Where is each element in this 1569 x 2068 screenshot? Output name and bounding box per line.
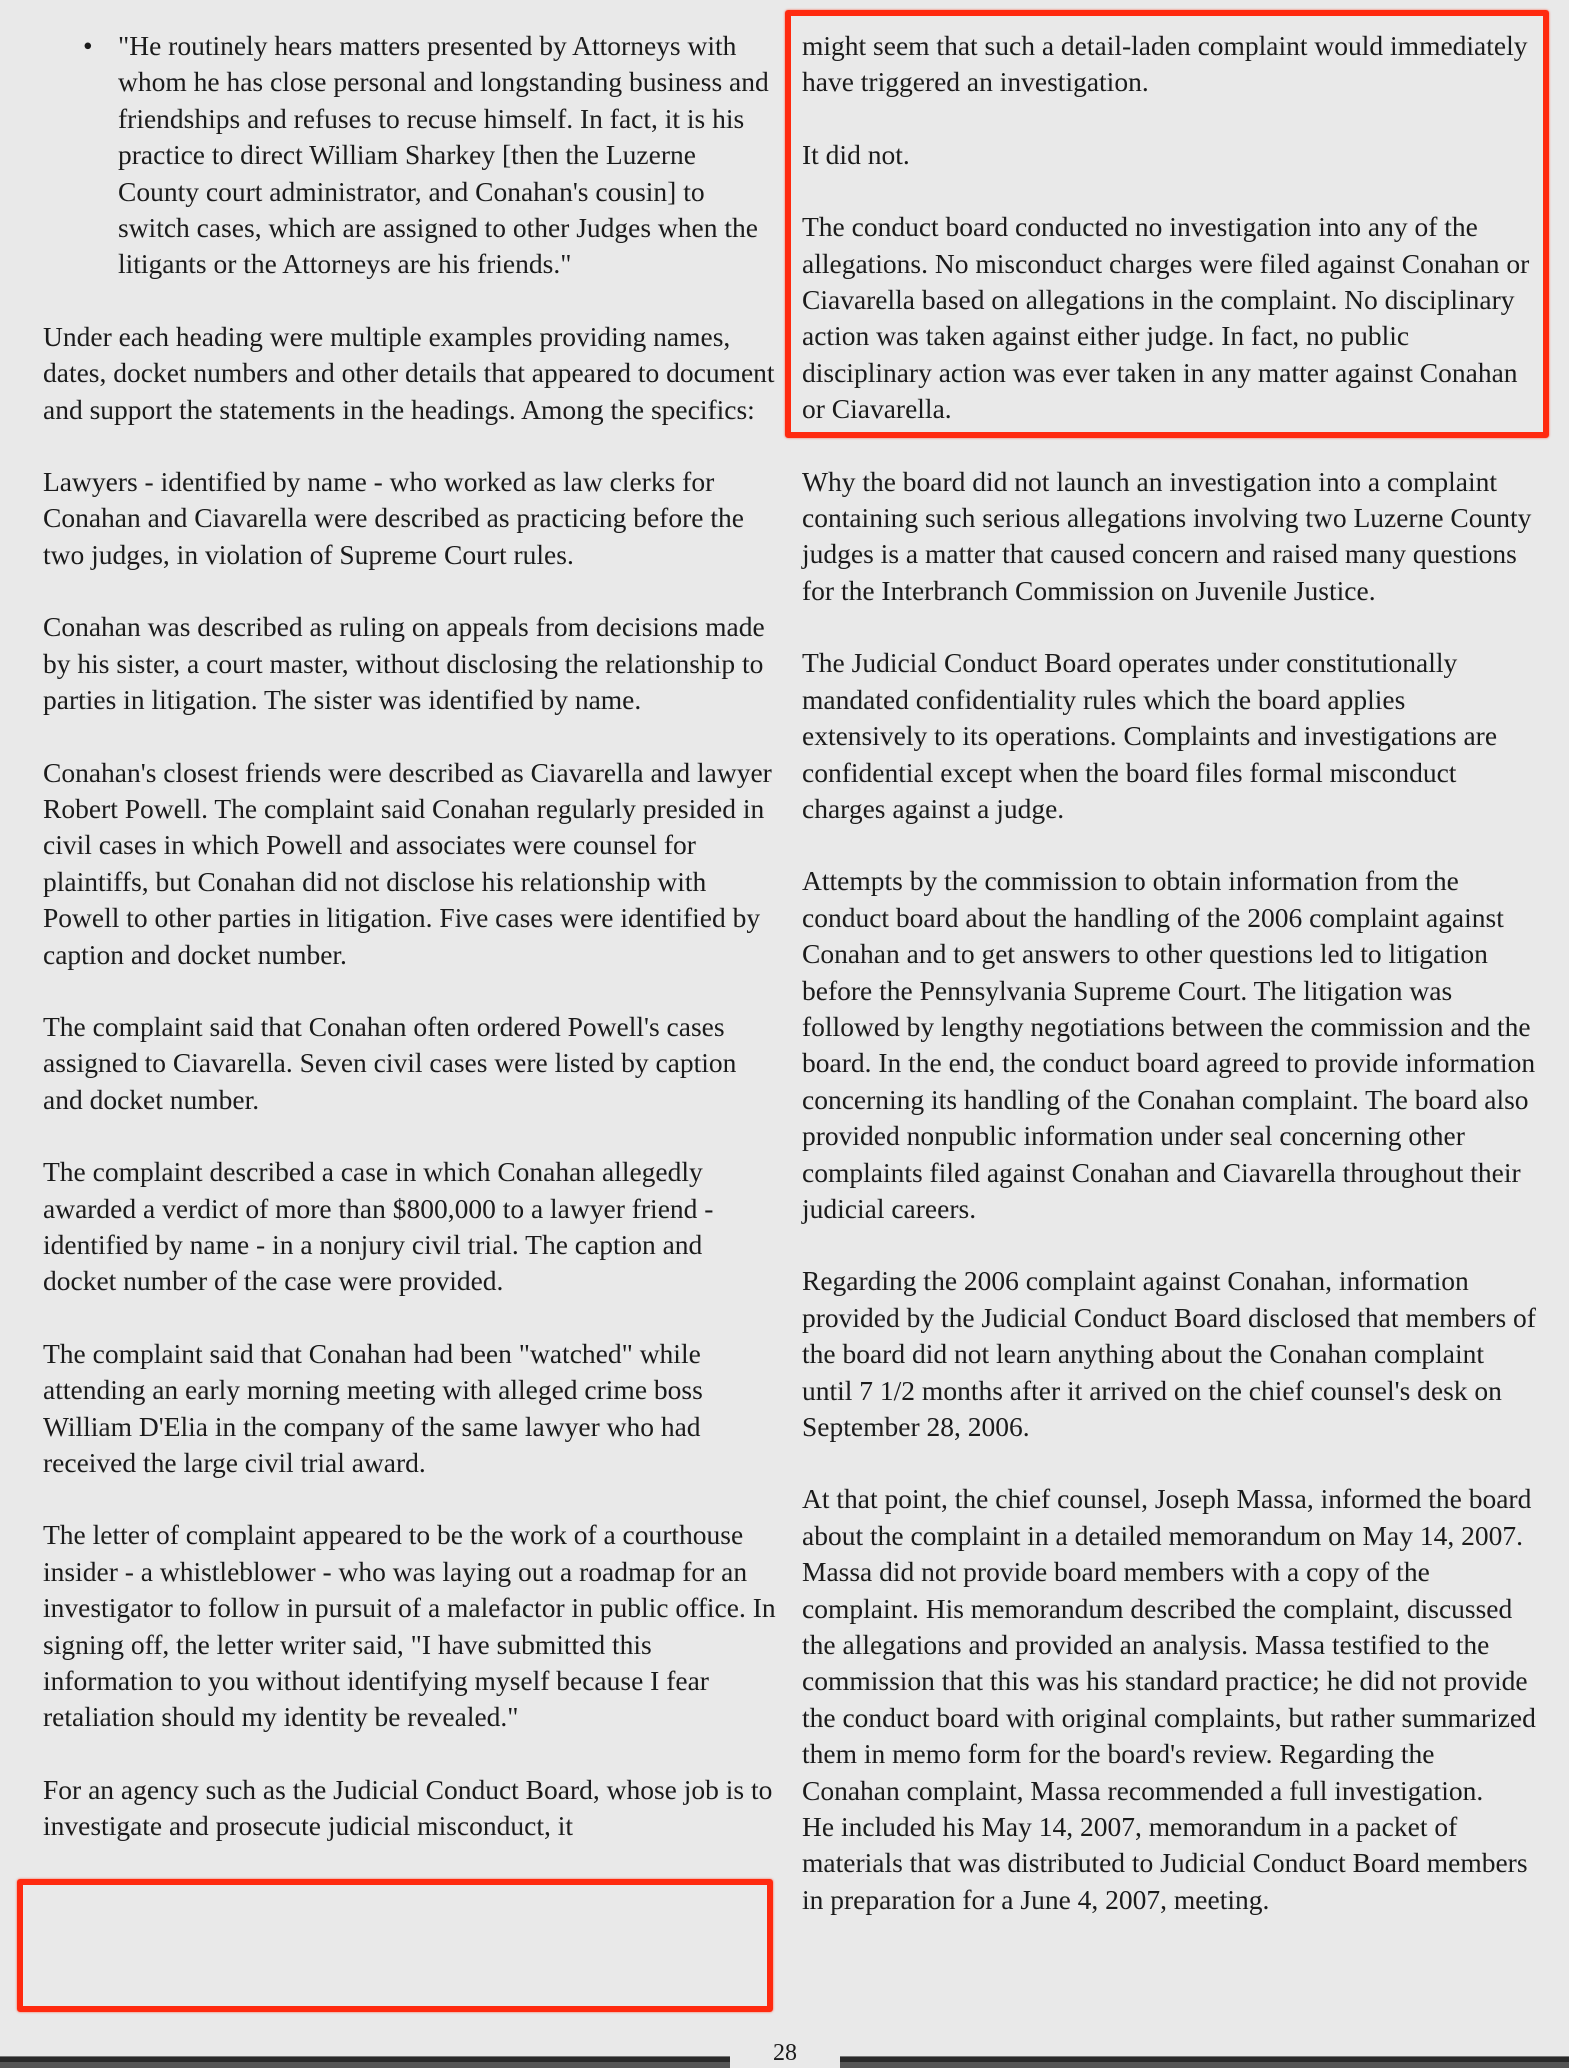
paragraph: Regarding the 2006 complaint against Conahan, information provided by the Judicial Conduct Board disclosed that members of the board did not learn anything about the Conahan complaint until 7 1/2 months after it arrived on the chief counsel's desk on September 28, 2006. (802, 1265, 1536, 1442)
paragraph: Conahan's closest friends were described as Ciavarella and lawyer Robert Powell. The complaint said Conahan regularly presided in civil cases in which Powell and associates were counsel for plaintiffs, but Conahan did not disclose his relationship with Powell to other parties in litigation. Five cases were identified by caption and docket number. (43, 756, 772, 970)
left-column (43, 28, 778, 1881)
paragraph: The complaint said that Conahan had been "watched" while attending an early morning meeting with alleged crime boss William D'Elia in the company of the same lawyer who had received the large civil trial award. (43, 1337, 703, 1478)
paragraph: The letter of complaint appeared to be the work of a courthouse insider - a whistleblower - who was laying out a roadmap for an investigator to follow in pursuit of a malefactor in public office. In signing off, the letter writer said, "I have submitted this information to you without identifying myself because I fear retaliation should my identity be revealed." (43, 1519, 776, 1733)
paragraph: Under each heading were multiple examples providing names, dates, docket numbers and other details that appeared to document and support the statements in the headings. Among the specifics: (43, 320, 775, 425)
paragraph: Lawyers - identified by name - who worked as law clerks for Conahan and Ciavarella were described as practicing before the two judges, in violation of Supreme Court rules. (43, 466, 744, 570)
quote-bullet-item (83, 28, 778, 283)
paragraph: The Judicial Conduct Board operates under constitutionally mandated confidentiality rules which the board applies extensively to its operations. Complaints and investigations are confidential except when the board files formal misconduct charges against a judge. (802, 647, 1498, 824)
highlighted-paragraph: It did not. (802, 138, 910, 170)
paragraph: The complaint said that Conahan often ordered Powell's cases assigned to Ciavarella. Seven civil cases were listed by caption and docket number. (43, 1010, 737, 1115)
quote-bullet-list (43, 28, 778, 283)
quote-bullet-text: "He routinely hears matters presented by Attorneys with whom he has close personal and longstanding business and friendships and refuses to recuse himself. In fact, it is his practice to direct William Sharkey [then the Luzerne County court administrator, and Conahan's cousin] to switch cases, which are assigned to other Judges when the litigants or the Attorneys are his friends." (118, 30, 769, 280)
paragraph: Why the board did not launch an investigation into a complaint containing such serious allegations involving two Luzerne County judges is a matter that caused concern and raised many questions for the Interbranch Commission on Juvenile Justice. (802, 465, 1532, 606)
page-number: 28 (730, 2038, 840, 2068)
paragraph: He included his May 14, 2007, memorandum in a packet of materials that was distributed to Judicial Conduct Board members in preparation for a June 4, 2007, meeting. (802, 1811, 1528, 1915)
paragraph: Conahan was described as ruling on appeals from decisions made by his sister, a court master, without disclosing the relationship to parties in litigation. The sister was identified by name. (43, 611, 765, 716)
highlight-box-top-right (785, 10, 1549, 438)
bullet-dot-icon: • (83, 30, 93, 61)
highlighted-paragraph: For an agency such as the Judicial Conduct Board, whose job is to investigate and prosecute judicial misconduct, it (43, 1773, 773, 1842)
highlighted-paragraph: The conduct board conducted no investigation into any of the allegations. No misconduct charges were filed against Conahan or Ciavarella based on allegations in the complaint. No disciplinary action was taken against either judge. In fact, no public disciplinary action was ever taken in any matter against Conahan or Ciavarella. (802, 211, 1530, 425)
paragraph: At that point, the chief counsel, Joseph Massa, informed the board about the complaint in a detailed memorandum on May 14, 2007. Massa did not provide board members with a copy of the complaint. His memorandum described the complaint, discussed the allegations and provided an analysis. Massa testified to the commission that this was his standard practice; he did not provide the conduct board with original complaints, but rather summarized them in memo form for the board's review. Regarding the Conahan complaint, Massa recommended a full investigation. (802, 1483, 1536, 1806)
paragraph: The complaint described a case in which Conahan allegedly awarded a verdict of more than $800,000 to a lawyer friend - identified by name - in a nonjury civil trial. The caption and docket number of the case were provided. (43, 1156, 714, 1297)
highlight-box-bottom-left (17, 1879, 773, 2012)
highlighted-paragraph: might seem that such a detail-laden complaint would immediately have triggered an investigation. (802, 30, 1528, 98)
paragraph: Attempts by the commission to obtain information from the conduct board about the handling of the 2006 complaint against Conahan and to get answers to other questions led to litigation before the Pennsylvania Supreme Court. The litigation was followed by lengthy negotiations between the commission and the board. In the end, the conduct board agreed to provide information concerning its handling of the Conahan complaint. The board also provided nonpublic information under seal concerning other complaints filed against Conahan and Ciavarella throughout their judicial careers. (802, 865, 1536, 1224)
